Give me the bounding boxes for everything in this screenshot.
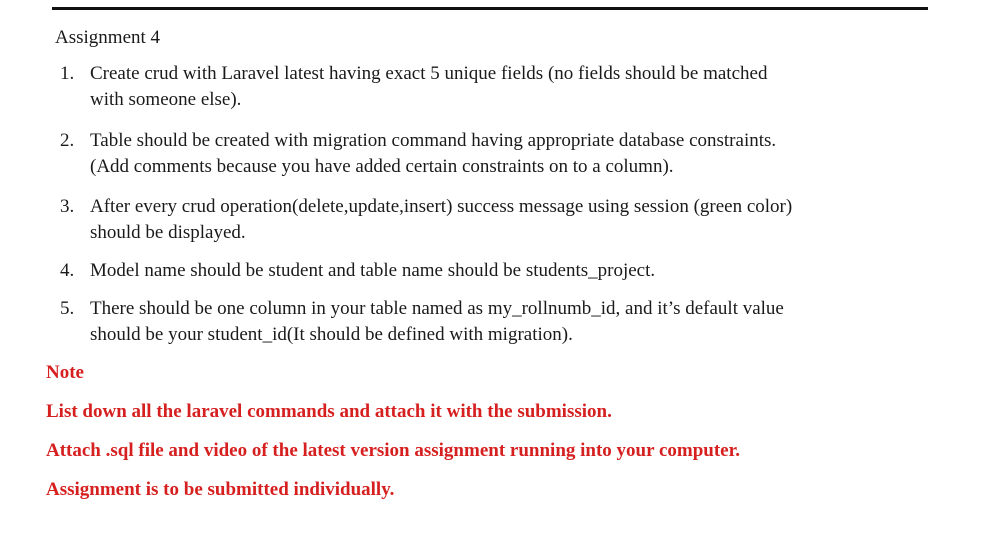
task-text: Table should be created with migration command having appropriate database constraints. (Add comments because you have added certain constraints on to a column).	[90, 130, 777, 177]
assignment-title: Assignment 4	[55, 27, 161, 48]
task-number: 1.	[60, 63, 75, 84]
note-line-attachments: Attach .sql file and video of the latest version assignment running into your computer.	[46, 440, 741, 461]
task-text: Model name should be student and table name should be students_project.	[90, 260, 656, 281]
task-text: After every crud operation(delete,update,insert) success message using session (green color) should be displayed.	[90, 196, 793, 243]
task-item-2	[60, 128, 940, 179]
task-item-3	[60, 194, 940, 245]
task-number: 4.	[60, 260, 75, 281]
note-heading: Note	[46, 362, 84, 383]
task-number: 2.	[60, 130, 75, 151]
note-line-commands: List down all the laravel commands and attach it with the submission.	[46, 401, 612, 422]
task-item-5	[60, 296, 940, 347]
task-number: 5.	[60, 298, 75, 319]
note-line-individual: Assignment is to be submitted individually.	[46, 479, 395, 500]
task-text: Create crud with Laravel latest having exact 5 unique fields (no fields should be matched with someone else).	[90, 63, 768, 110]
top-rule	[52, 7, 928, 10]
task-number: 3.	[60, 196, 75, 217]
task-text: There should be one column in your table named as my_rollnumb_id, and it’s default value should be your student_id(It should be defined with migration).	[90, 298, 784, 345]
task-item-4	[60, 258, 940, 284]
task-item-1	[60, 61, 940, 112]
